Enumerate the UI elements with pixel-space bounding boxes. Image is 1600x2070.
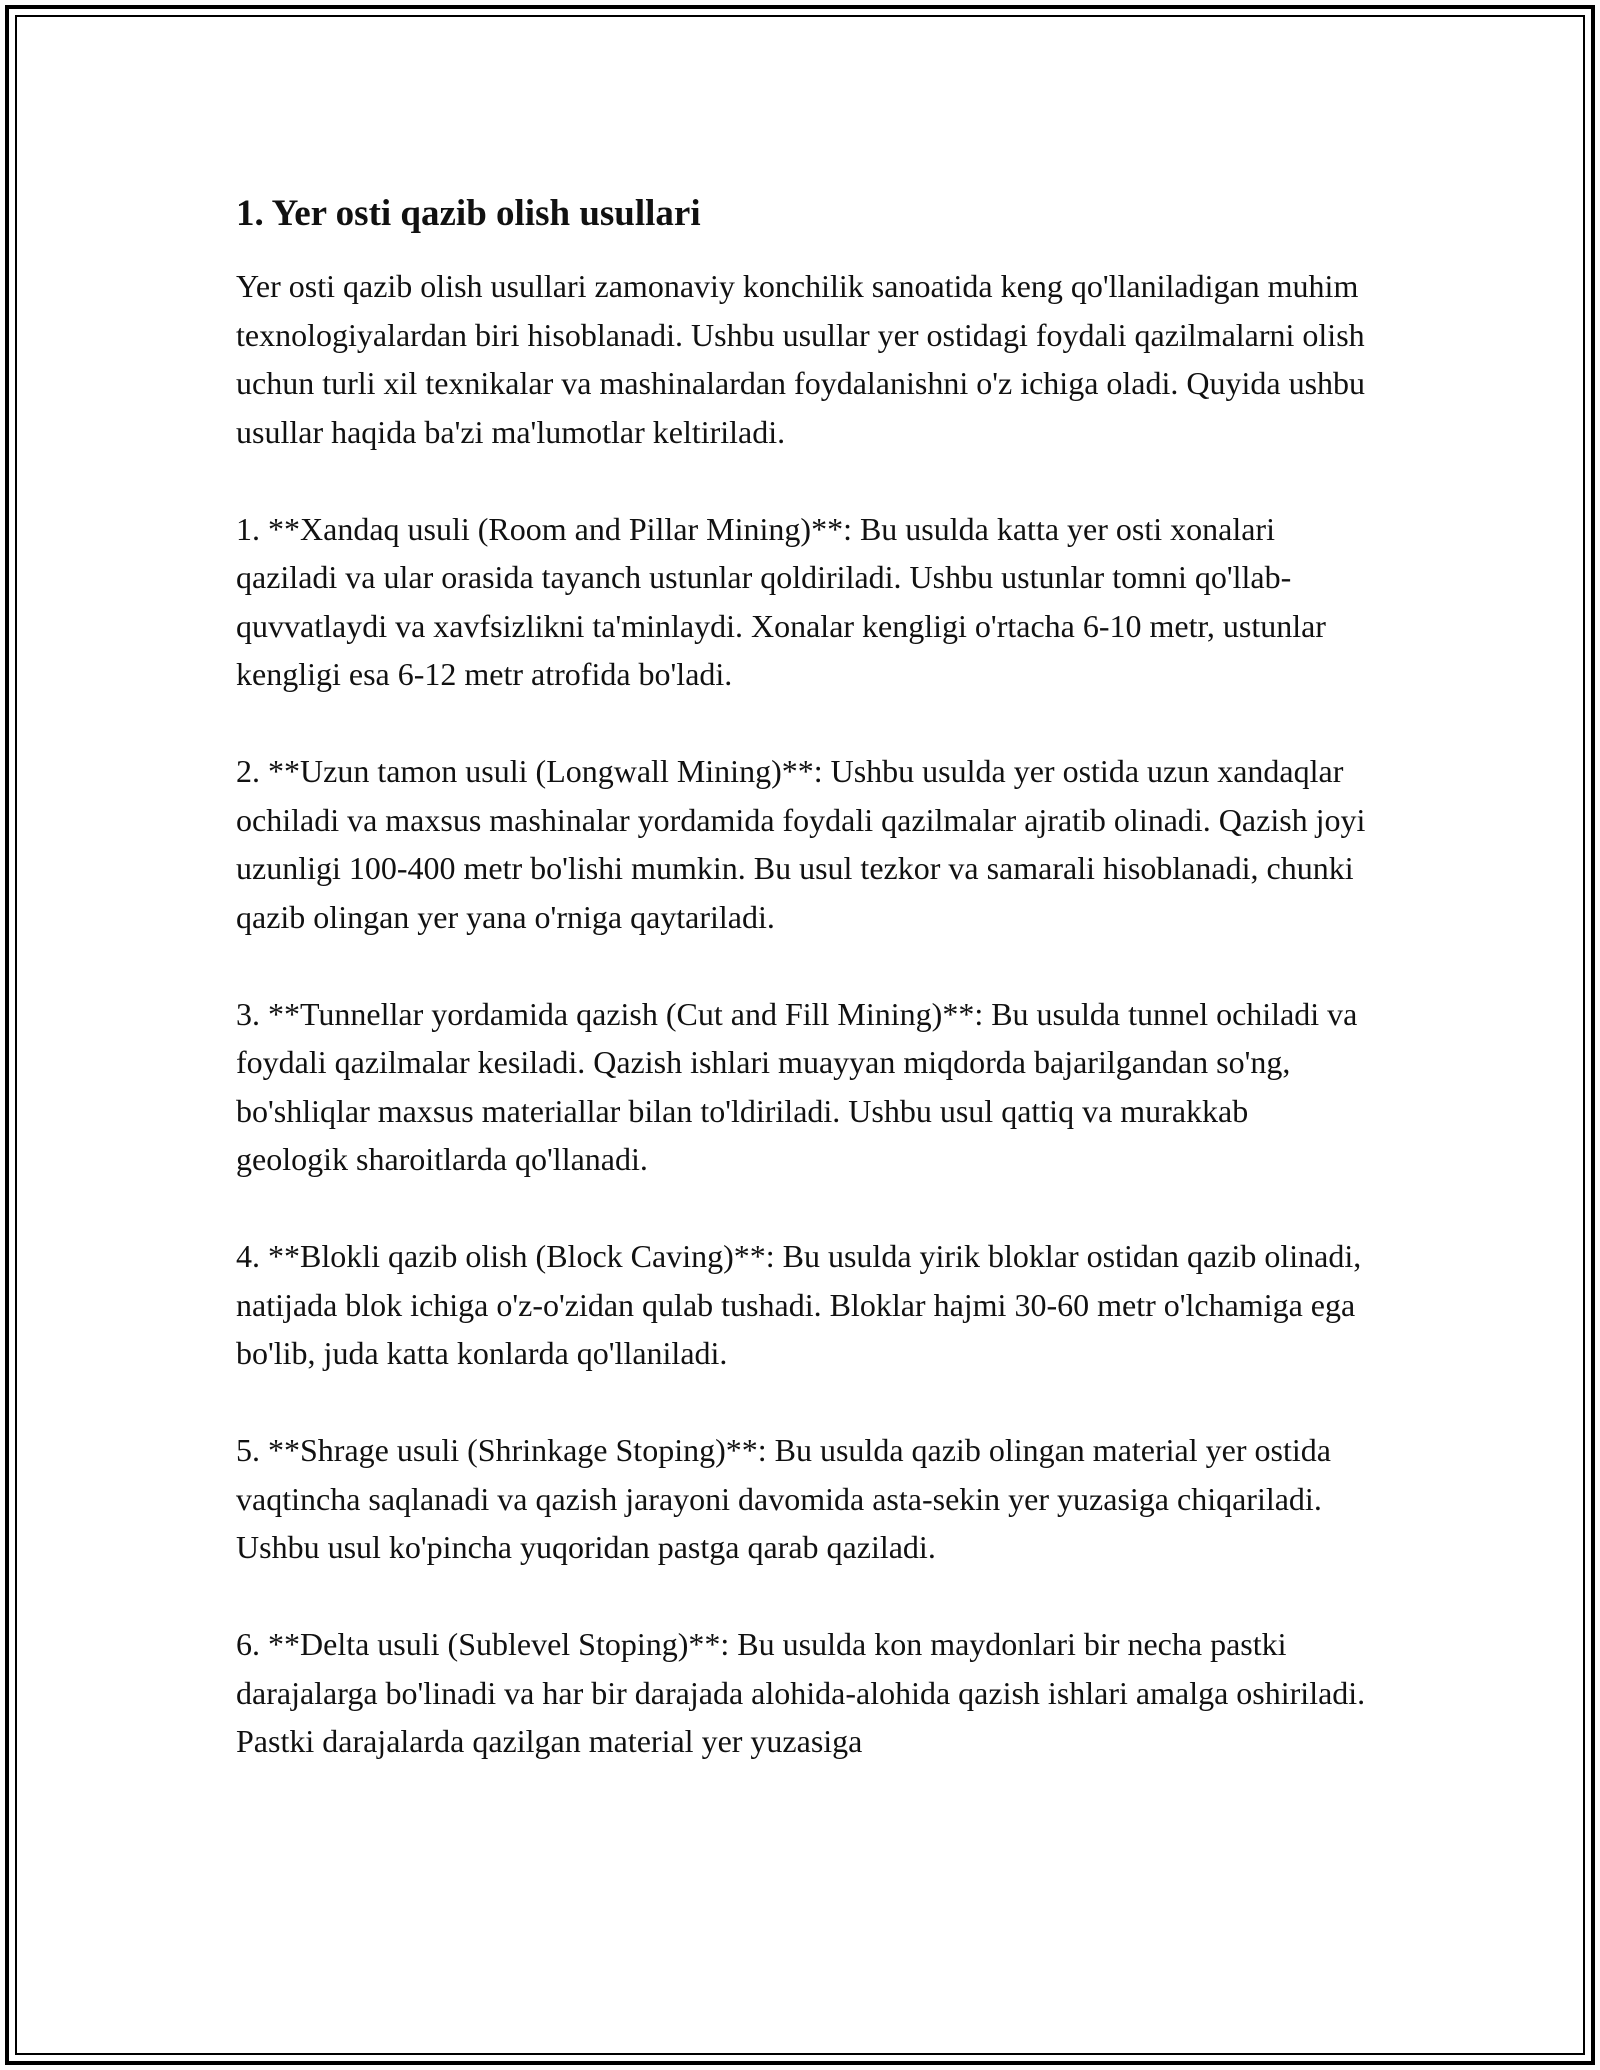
document-title: 1. Yer osti qazib olish usullari bbox=[236, 193, 701, 234]
method-paragraph-sublevel-stoping: 6. **Delta usuli (Sublevel Stoping)**: Bu usulda kon maydonlari bir necha pastki darajalarga bo'linadi va har bir darajada alohida-alohida qazish ishlari amalga oshiriladi. Pastki darajalarda qazilgan material yer yuzasiga bbox=[236, 1626, 1366, 1759]
document-body bbox=[236, 188, 1366, 1814]
method-paragraph-room-and-pillar: 1. **Xandaq usuli (Room and Pillar Mining)**: Bu usulda katta yer osti xonalari qaziladi va ular orasida tayanch ustunlar qoldiriladi. Ushbu ustunlar tomni qo'llab-quvvatlaydi va xavfsizlikni ta'minlaydi. Xonalar kengligi o'rtacha 6-10 metr, ustunlar kengligi esa 6-12 metr atrofida bo'ladi. bbox=[236, 510, 1326, 692]
method-paragraph-longwall: 2. **Uzun tamon usuli (Longwall Mining)**: Ushbu usulda yer ostida uzun xandaqlar ochiladi va maxsus mashinalar yordamida foydali qazilmalar ajratib olinadi. Qazish joyi uzunligi 100-400 metr bo'lishi mumkin. Bu usul tezkor va samarali hisoblanadi, chunki qazib olingan yer yana o'rniga qaytariladi. bbox=[236, 753, 1366, 935]
method-paragraph-shrinkage-stoping: 5. **Shrage usuli (Shrinkage Stoping)**: Bu usulda qazib olingan material yer ostida vaqtincha saqlanadi va qazish jarayoni davomida asta-sekin yer yuzasiga chiqariladi. Ushbu usul ko'pincha yuqoridan pastga qarab qaziladi. bbox=[236, 1432, 1331, 1565]
method-paragraph-block-caving: 4. **Blokli qazib olish (Block Caving)**: Bu usulda yirik bloklar ostidan qazib olinadi, natijada blok ichiga o'z-o'zidan qulab tushadi. Bloklar hajmi 30-60 metr o'lchamiga ega bo'lib, juda katta konlarda qo'llaniladi. bbox=[236, 1238, 1362, 1371]
intro-paragraph: Yer osti qazib olish usullari zamonaviy konchilik sanoatida keng qo'llaniladigan muhim texnologiyalardan biri hisoblanadi. Ushbu usullar yer ostidagi foydali qazilmalarni olish uchun turli xil texnikalar va mashinalardan foydalanishni o'z ichiga oladi. Quyida ushbu usullar haqida ba'zi ma'lumotlar keltiriladi. bbox=[236, 268, 1366, 450]
method-paragraph-cut-and-fill: 3. **Tunnellar yordamida qazish (Cut and Fill Mining)**: Bu usulda tunnel ochiladi va foydali qazilmalar kesiladi. Qazish ishlari muayyan miqdorda bajarilgandan so'ng, bo'shliqlar maxsus materiallar bilan to'ldiriladi. Ushbu usul qattiq va murakkab geologik sharoitlarda qo'llanadi. bbox=[236, 995, 1358, 1177]
